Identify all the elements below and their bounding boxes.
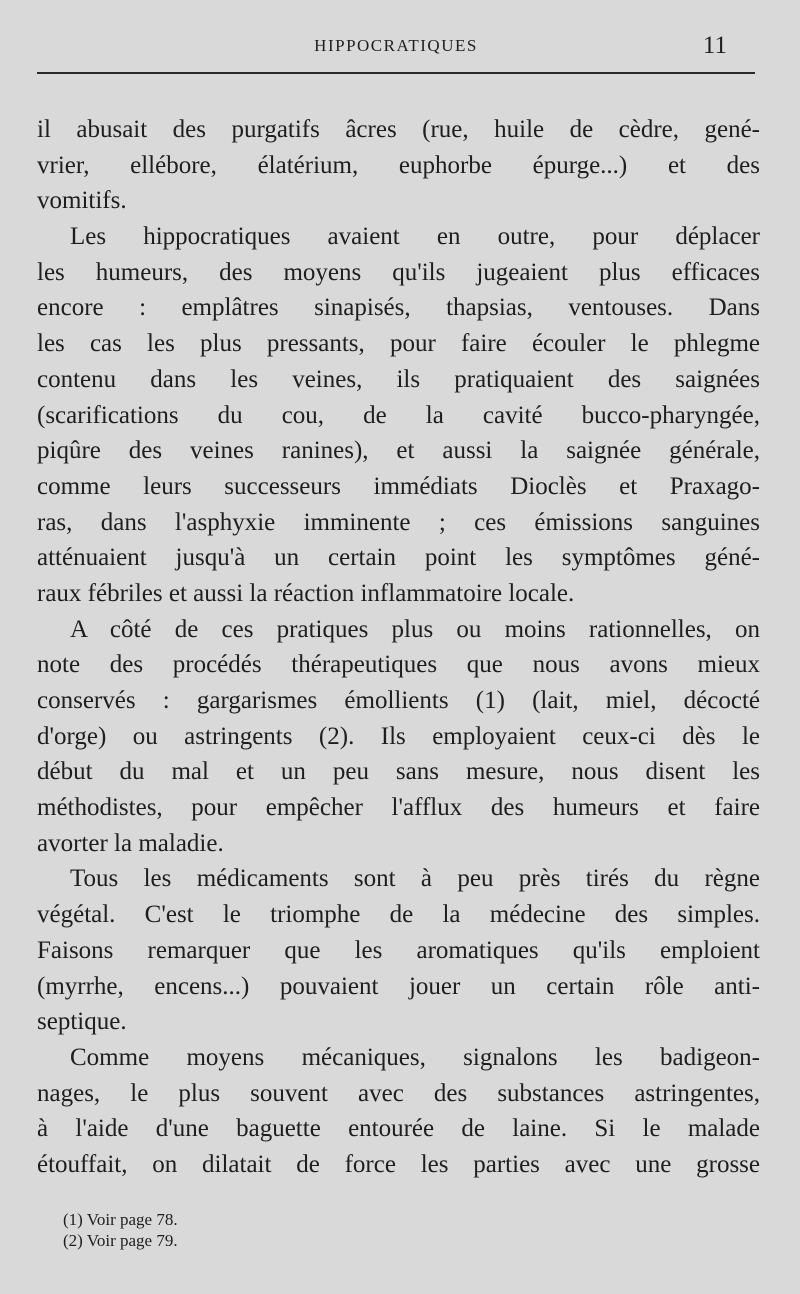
- text-line: étouffait, on dilatait de force les parties avec une grosse: [37, 1150, 760, 1178]
- footnote: (1) Voir page 78.: [63, 1210, 178, 1229]
- text-line: (scarifications du cou, de la cavité bucco-pharyngée,: [37, 401, 760, 429]
- text-line: début du mal et un peu sans mesure, nous disent les: [37, 758, 760, 786]
- text-line: atténuaient jusqu'à un certain point les symptômes géné-: [37, 544, 760, 572]
- text-line: Tous les médicaments sont à peu près tirés du règne: [70, 865, 760, 893]
- text-line: piqûre des veines ranines), et aussi la saignée générale,: [37, 437, 760, 465]
- page-number: 11: [702, 32, 727, 59]
- text-line: il abusait des purgatifs âcres (rue, huile de cèdre, gené-: [37, 116, 760, 143]
- text-line: raux fébriles et aussi la réaction inflammatoire locale.: [37, 579, 575, 607]
- text-line: vomitifs.: [37, 187, 127, 215]
- text-line: les cas les plus pressants, pour faire écouler le phlegme: [37, 330, 760, 358]
- running-head: [37, 32, 755, 68]
- text-line: Faisons remarquer que les aromatiques qu'ils emploient: [37, 936, 760, 964]
- text-line: végétal. C'est le triomphe de la médecine des simples.: [37, 901, 760, 929]
- text-line: à l'aide d'une baguette entourée de laine. Si le malade: [37, 1115, 760, 1143]
- text-line: (myrrhe, encens...) pouvaient jouer un certain rôle anti-: [37, 972, 760, 1000]
- text-line: les humeurs, des moyens qu'ils jugeaient plus efficaces: [37, 258, 760, 286]
- text-line: d'orge) ou astringents (2). Ils employaient ceux-ci dès le: [37, 722, 760, 750]
- text-line: septique.: [37, 1008, 127, 1036]
- text-line: vrier, ellébore, élatérium, euphorbe épurge...) et des: [37, 151, 760, 179]
- text-line: A côté de ces pratiques plus ou moins rationnelles, on: [70, 615, 760, 643]
- text-line: Comme moyens mécaniques, signalons les badigeon-: [70, 1043, 760, 1071]
- text-line: encore : emplâtres sinapisés, thapsias, ventouses. Dans: [37, 294, 760, 322]
- text-line: conservés : gargarismes émollients (1) (lait, miel, décocté: [37, 687, 760, 714]
- header-rule: [37, 72, 755, 74]
- text-line: nages, le plus souvent avec des substances astringentes,: [37, 1079, 760, 1107]
- text-line: comme leurs successeurs immédiats Dioclès et Praxago-: [37, 472, 760, 500]
- running-title: HIPPOCRATIQUES: [314, 36, 478, 55]
- text-line: contenu dans les veines, ils pratiquaient des saignées: [37, 365, 760, 393]
- text-line: méthodistes, pour empêcher l'afflux des humeurs et faire: [37, 794, 760, 822]
- footnotes: [63, 1209, 178, 1251]
- footnote: (2) Voir page 79.: [63, 1231, 178, 1250]
- text-line: note des procédés thérapeutiques que nous avons mieux: [37, 651, 760, 679]
- text-line: avorter la maladie.: [37, 829, 224, 857]
- body-text: [37, 112, 760, 1183]
- text-line: Les hippocratiques avaient en outre, pour déplacer: [70, 223, 760, 251]
- text-line: ras, dans l'asphyxie imminente ; ces émissions sanguines: [37, 508, 760, 536]
